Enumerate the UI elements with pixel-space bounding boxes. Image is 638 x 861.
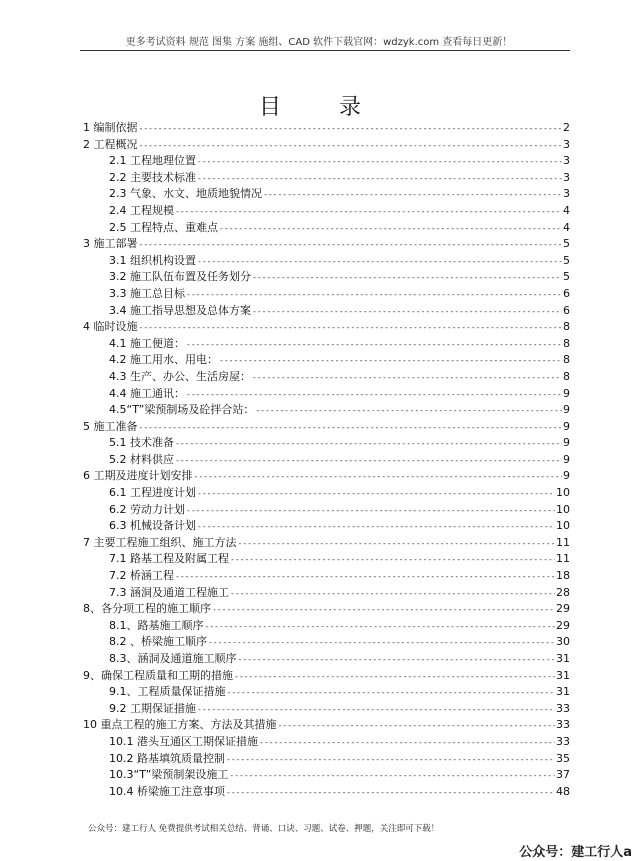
- toc-entry[interactable]: [83, 751, 570, 768]
- toc-entry[interactable]: [83, 717, 570, 734]
- page-header: 更多考试资料 规范 图集 方案 施组、CAD 软件下载官网：wdzyk.com 查看每日更新！: [125, 37, 513, 48]
- page-footer: 公众号：建工行人 免费提供考试相关总结、背诵、口诀、习题、试卷、押题，关注即可下载！: [88, 824, 440, 834]
- toc-dot-leader: [219, 221, 562, 238]
- toc-dot-leader: [238, 652, 556, 669]
- toc-entry[interactable]: [83, 236, 570, 253]
- toc-dot-leader: [175, 436, 562, 453]
- toc-entry[interactable]: [83, 452, 570, 469]
- toc-entry-page-number: 9: [563, 436, 570, 450]
- toc-entry-label: 6 工期及进度计划安排: [83, 469, 193, 483]
- toc-entry-label: 4.4 施工通讯：: [109, 386, 185, 400]
- toc-entry-page-number: 10: [556, 486, 570, 500]
- toc-entry[interactable]: [83, 386, 570, 403]
- toc-entry-page-number: 9: [563, 403, 570, 417]
- toc-entry[interactable]: [83, 535, 570, 552]
- toc-entry[interactable]: [83, 435, 570, 452]
- toc-dot-leader: [139, 138, 563, 155]
- toc-entry-page-number: 9: [563, 469, 570, 483]
- toc-dot-leader: [252, 270, 562, 287]
- toc-entry[interactable]: [83, 220, 570, 237]
- toc-entry-label: 4.3 生产、办公、生活房屋：: [109, 369, 251, 383]
- toc-dot-leader: [197, 519, 555, 536]
- toc-dot-leader: [255, 403, 562, 420]
- toc-entry-page-number: 11: [556, 535, 570, 549]
- toc-entry[interactable]: [83, 269, 570, 286]
- toc-entry-label: 10.3“T”梁预制架设施工: [109, 768, 229, 782]
- toc-entry-page-number: 28: [556, 585, 570, 599]
- toc-entry[interactable]: [83, 120, 570, 137]
- toc-entry-label: 10.4 桥梁施工注意事项: [109, 784, 225, 798]
- toc-entry-label: 9.1、工程质量保证措施: [109, 685, 226, 699]
- toc-entry-label: 5.2 材料供应: [109, 452, 174, 466]
- toc-dot-leader: [234, 669, 555, 686]
- toc-dot-leader: [139, 237, 563, 254]
- toc-entry-page-number: 5: [563, 237, 570, 251]
- toc-entry-page-number: 9: [563, 386, 570, 400]
- toc-dot-leader: [259, 735, 555, 752]
- toc-entry-page-number: 10: [556, 502, 570, 516]
- toc-entry[interactable]: [83, 186, 570, 203]
- toc-dot-leader: [226, 785, 555, 802]
- toc-entry-label: 2.2 主要技术标准: [109, 170, 196, 184]
- toc-entry-label: 2 工程概况: [83, 137, 138, 151]
- table-of-contents: [83, 120, 570, 800]
- toc-dot-leader: [197, 154, 562, 171]
- toc-dot-leader: [186, 287, 562, 304]
- toc-entry-page-number: 2: [563, 121, 570, 134]
- toc-entry-page-number: 10: [556, 519, 570, 533]
- toc-entry[interactable]: [83, 170, 570, 187]
- toc-dot-leader: [227, 685, 556, 702]
- toc-entry[interactable]: [83, 585, 570, 602]
- toc-entry-page-number: 29: [556, 618, 570, 632]
- toc-dot-leader: [208, 635, 555, 652]
- toc-dot-leader: [197, 171, 562, 188]
- toc-dot-leader: [226, 752, 555, 769]
- toc-dot-leader: [212, 602, 555, 619]
- toc-entry-page-number: 3: [563, 154, 570, 168]
- toc-entry-page-number: 5: [563, 253, 570, 267]
- toc-entry-label: 4.5“T”梁预制场及砼拌合站：: [109, 403, 255, 417]
- toc-entry-label: 3 施工部署: [83, 237, 138, 251]
- toc-dot-leader: [139, 121, 563, 138]
- toc-entry-label: 3.1 组织机构设置: [109, 253, 196, 267]
- toc-entry[interactable]: [83, 286, 570, 303]
- toc-entry-label: 10.2 路基填筑质量控制: [109, 751, 225, 765]
- toc-entry-label: 7.1 路基工程及附属工程: [109, 552, 229, 566]
- toc-entry-label: 3.2 施工队伍布置及任务划分: [109, 270, 251, 284]
- toc-entry[interactable]: [83, 369, 570, 386]
- toc-dot-leader: [229, 768, 555, 785]
- toc-dot-leader: [252, 370, 562, 387]
- toc-entry-label: 9、确保工程质量和工期的措施: [83, 668, 233, 682]
- toc-entry-page-number: 18: [556, 569, 570, 583]
- toc-entry-page-number: 9: [563, 452, 570, 466]
- toc-entry[interactable]: [83, 352, 570, 369]
- toc-dot-leader: [252, 304, 562, 321]
- toc-entry[interactable]: [83, 551, 570, 568]
- toc-dot-leader: [186, 337, 562, 354]
- toc-entry[interactable]: [83, 767, 570, 784]
- toc-entry-page-number: 4: [563, 203, 570, 217]
- toc-dot-leader: [219, 353, 562, 370]
- toc-entry-label: 7 主要工程施工组织、施工方法: [83, 535, 237, 549]
- toc-entry-page-number: 31: [556, 685, 570, 699]
- toc-entry-label: 2.4 工程规模: [109, 203, 174, 217]
- toc-entry-page-number: 11: [556, 552, 570, 566]
- toc-entry[interactable]: [83, 634, 570, 651]
- toc-entry-page-number: 31: [556, 652, 570, 665]
- toc-dot-leader: [186, 503, 555, 520]
- toc-dot-leader: [194, 469, 563, 486]
- toc-dot-leader: [139, 320, 563, 337]
- toc-entry[interactable]: [83, 502, 570, 519]
- toc-entry[interactable]: [83, 518, 570, 535]
- toc-entry[interactable]: [83, 137, 570, 154]
- toc-entry-page-number: 37: [556, 768, 570, 782]
- toc-entry-label: 5 施工准备: [83, 419, 138, 433]
- toc-entry[interactable]: [83, 468, 570, 485]
- toc-entry-page-number: 31: [556, 668, 570, 682]
- toc-entry-page-number: 6: [563, 286, 570, 300]
- toc-entry-page-number: 33: [556, 701, 570, 715]
- toc-entry-label: 10 重点工程的施工方案、方法及其措施: [83, 718, 277, 732]
- toc-entry-label: 4 临时设施: [83, 320, 138, 334]
- toc-entry-label: 6.3 机械设备计划: [109, 519, 196, 533]
- toc-entry[interactable]: [83, 203, 570, 220]
- toc-entry-page-number: 6: [563, 303, 570, 317]
- toc-entry-label: 5.1 技术准备: [109, 436, 174, 450]
- toc-entry-label: 1 编制依据: [83, 121, 138, 134]
- toc-dot-leader: [230, 586, 555, 603]
- toc-entry[interactable]: [83, 784, 570, 801]
- watermark: 公众号：建工行人a: [519, 845, 632, 860]
- toc-dot-leader: [139, 420, 563, 437]
- toc-dot-leader: [263, 187, 562, 204]
- toc-entry-page-number: 4: [563, 220, 570, 234]
- toc-entry[interactable]: [83, 668, 570, 685]
- toc-dot-leader: [175, 569, 555, 586]
- toc-entry-label: 8.3、涵洞及通道施工顺序: [109, 652, 237, 665]
- toc-entry-page-number: 5: [563, 270, 570, 284]
- toc-dot-leader: [197, 254, 562, 271]
- toc-entry-page-number: 48: [556, 784, 570, 798]
- toc-entry[interactable]: [83, 568, 570, 585]
- toc-dot-leader: [175, 453, 562, 470]
- toc-entry-page-number: 9: [563, 419, 570, 433]
- toc-entry-page-number: 8: [563, 320, 570, 334]
- toc-entry-page-number: 3: [563, 187, 570, 201]
- toc-entry-label: 2.1 工程地理位置: [109, 154, 196, 168]
- toc-entry[interactable]: [83, 651, 570, 668]
- toc-entry-label: 7.2 桥涵工程: [109, 569, 174, 583]
- toc-entry-page-number: 8: [563, 369, 570, 383]
- toc-entry-label: 4.1 施工便道：: [109, 336, 185, 350]
- toc-entry-label: 4.2 施工用水、用电：: [109, 353, 218, 367]
- toc-entry-label: 8.1、路基施工顺序: [109, 618, 204, 632]
- toc-entry-label: 6.1 工程进度计划: [109, 486, 196, 500]
- toc-entry[interactable]: [83, 153, 570, 170]
- toc-title: 目 录: [258, 95, 379, 120]
- toc-entry-label: 8、各分项工程的施工顺序: [83, 602, 211, 616]
- toc-entry[interactable]: [83, 303, 570, 320]
- toc-entry[interactable]: [83, 618, 570, 635]
- toc-entry-label: 8.2 、桥梁施工顺序: [109, 635, 207, 649]
- toc-entry-page-number: 33: [556, 734, 570, 748]
- toc-entry[interactable]: [83, 734, 570, 751]
- toc-entry-label: 10.1 港头互通区工期保证措施: [109, 734, 258, 748]
- header-divider: [80, 50, 570, 51]
- toc-entry-page-number: 8: [563, 353, 570, 367]
- toc-entry-label: 3.3 施工总目标: [109, 286, 185, 300]
- toc-entry[interactable]: [83, 684, 570, 701]
- toc-entry[interactable]: [83, 402, 570, 419]
- toc-entry[interactable]: [83, 336, 570, 353]
- toc-entry[interactable]: [83, 485, 570, 502]
- toc-entry-page-number: 35: [556, 751, 570, 765]
- toc-entry[interactable]: [83, 701, 570, 718]
- toc-dot-leader: [175, 204, 562, 221]
- toc-entry-label: 7.3 涵洞及通道工程施工: [109, 585, 229, 599]
- toc-entry-label: 2.5 工程特点、重难点: [109, 220, 218, 234]
- toc-entry-page-number: 3: [563, 137, 570, 151]
- toc-dot-leader: [197, 486, 555, 503]
- toc-dot-leader: [238, 536, 556, 553]
- toc-entry[interactable]: [83, 319, 570, 336]
- toc-entry-page-number: 3: [563, 170, 570, 184]
- toc-entry-page-number: 30: [556, 635, 570, 649]
- toc-entry-page-number: 8: [563, 336, 570, 350]
- toc-entry[interactable]: [83, 601, 570, 618]
- toc-dot-leader: [278, 718, 556, 735]
- toc-entry-label: 3.4 施工指导思想及总体方案: [109, 303, 251, 317]
- toc-entry-label: 2.3 气象、水文、地质地貌情况: [109, 187, 262, 201]
- toc-entry[interactable]: [83, 419, 570, 436]
- toc-entry-label: 9.2 工期保证措施: [109, 701, 196, 715]
- toc-dot-leader: [205, 619, 556, 636]
- toc-dot-leader: [197, 702, 555, 719]
- toc-entry[interactable]: [83, 253, 570, 270]
- toc-entry-label: 6.2 劳动力计划: [109, 502, 185, 516]
- toc-entry-page-number: 33: [556, 718, 570, 732]
- toc-dot-leader: [186, 387, 562, 404]
- toc-entry-page-number: 29: [556, 602, 570, 616]
- toc-dot-leader: [230, 552, 555, 569]
